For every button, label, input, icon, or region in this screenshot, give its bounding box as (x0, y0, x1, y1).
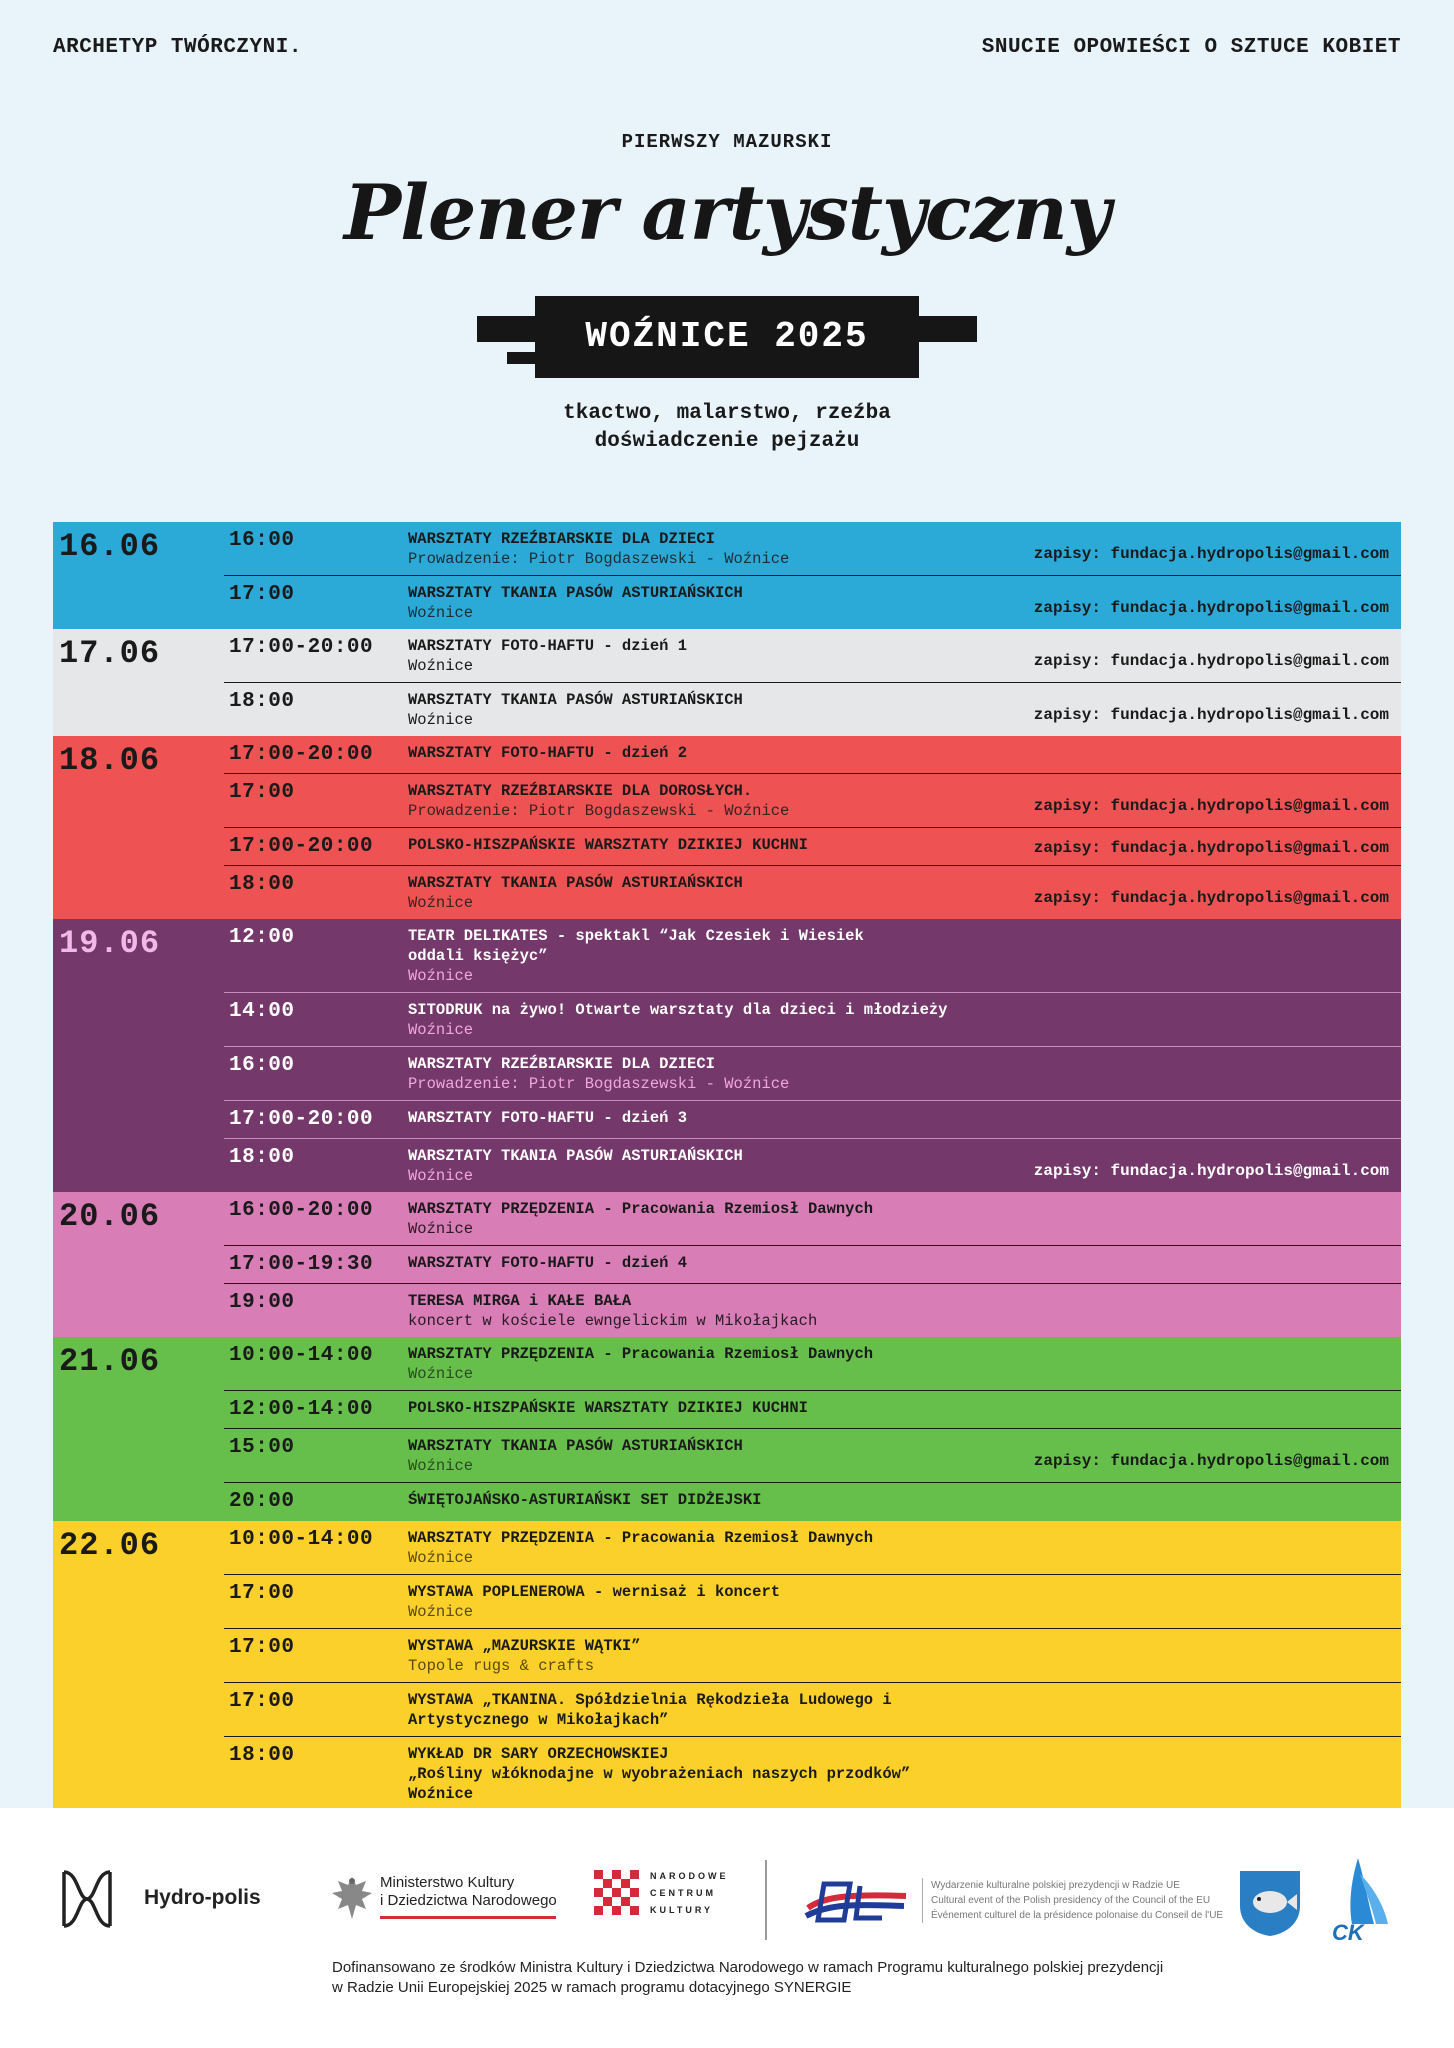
day-block (53, 629, 1401, 736)
footer (0, 1808, 1454, 2048)
nck-logo-icon (594, 1870, 640, 1916)
event-time: 18:00 (229, 1146, 295, 1169)
day-date: 22.06 (59, 1527, 161, 1564)
header-left: ARCHETYP TWÓRCZYNI. (53, 36, 302, 59)
event-title: WYSTAWA POPLENEROWA - wernisaż i koncert (408, 1583, 781, 1601)
municipal-crest-icon (1237, 1868, 1303, 1938)
nck-line-2: CENTRUM (650, 1888, 716, 1898)
event-row (224, 1101, 1401, 1139)
event-time: 15:00 (229, 1436, 295, 1459)
ministry-text (380, 1874, 557, 1910)
event-time: 16:00 (229, 529, 295, 552)
eu-text (922, 1878, 1223, 1923)
event-row (224, 1246, 1401, 1284)
day-date: 21.06 (59, 1343, 161, 1380)
event-row (224, 1284, 1401, 1337)
day-block (53, 1337, 1401, 1521)
event-detail: Woźnice (408, 967, 474, 985)
event-time: 17:00 (229, 1582, 295, 1605)
day-date: 19.06 (59, 925, 161, 962)
banner (477, 296, 977, 378)
event-registration: zapisy: fundacja.hydropolis@gmail.com (1033, 545, 1389, 563)
event-time: 19:00 (229, 1291, 295, 1314)
eu-line-2: Cultural event of the Polish presidency of the Council of the EU (931, 1895, 1211, 1906)
event-row (224, 1683, 1401, 1737)
event-detail: Woźnice (408, 1457, 474, 1475)
event-detail: Woźnice (408, 711, 474, 729)
ministry-eagle-icon (330, 1873, 374, 1923)
event-detail: Woźnice (408, 1365, 474, 1383)
event-row (224, 1429, 1401, 1483)
funding-line-2: w Radzie Unii Europejskiej 2025 w ramach programu dotacyjnego SYNERGIE (332, 1979, 852, 1996)
event-detail: koncert w kościele ewngelickim w Mikołajkach (408, 1312, 818, 1330)
event-title: WYKŁAD DR SARY ORZECHOWSKIEJ (408, 1745, 669, 1763)
event-time: 18:00 (229, 1744, 295, 1767)
event-title: WARSZTATY FOTO-HAFTU - dzień 1 (408, 637, 688, 655)
event-title: WARSZTATY PRZĘDZENIA - Pracowania Rzemiosł Dawnych (408, 1200, 874, 1218)
event-row (224, 522, 1401, 576)
event-title: ŚWIĘTOJAŃSKO-ASTURIAŃSKI SET DIDŻEJSKI (408, 1491, 762, 1509)
event-row (224, 866, 1401, 919)
event-title: WARSZTATY TKANIA PASÓW ASTURIAŃSKICH (408, 874, 743, 892)
event-time: 16:00-20:00 (229, 1199, 374, 1222)
schedule (53, 522, 1401, 1810)
event-time: 17:00 (229, 1636, 295, 1659)
event-detail: Woźnice (408, 894, 474, 912)
event-title: WARSZTATY TKANIA PASÓW ASTURIAŃSKICH (408, 691, 743, 709)
event-row (224, 1047, 1401, 1101)
event-time: 10:00-14:00 (229, 1528, 374, 1551)
event-title: WARSZTATY TKANIA PASÓW ASTURIAŃSKICH (408, 584, 743, 602)
event-detail: Prowadzenie: Piotr Bogdaszewski - Woźnice (408, 802, 790, 820)
event-title: TEATR DELIKATES - spektakl “Jak Czesiek i Wiesiek oddali księżyc” (408, 927, 864, 965)
event-registration: zapisy: fundacja.hydropolis@gmail.com (1033, 706, 1389, 724)
nck-line-1: NARODOWE (650, 1871, 729, 1881)
day-block (53, 522, 1401, 629)
nck-line-3: KULTURY (650, 1905, 713, 1915)
event-detail: Woźnice (408, 1167, 474, 1185)
subtitle (0, 400, 1454, 456)
event-detail: Woźnice (408, 657, 474, 675)
funding-line-1: Dofinansowano ze środków Ministra Kultury i Dziedzictwa Narodowego w ramach Programu kulturalnego polskiej prezydencji (332, 1959, 1164, 1976)
day-date: 17.06 (59, 635, 161, 672)
eu-line-3: Événement culturel de la présidence polonaise du Conseil de l'UE (931, 1910, 1224, 1921)
event-registration: zapisy: fundacja.hydropolis@gmail.com (1033, 1452, 1389, 1470)
event-detail: Topole rugs & crafts (408, 1657, 595, 1675)
event-title: WARSZTATY PRZĘDZENIA - Pracowania Rzemiosł Dawnych (408, 1529, 874, 1547)
event-row (224, 1737, 1401, 1810)
event-title: POLSKO-HISZPAŃSKIE WARSZTATY DZIKIEJ KUCHNI (408, 1399, 808, 1417)
event-time: 17:00-20:00 (229, 636, 374, 659)
event-time: 17:00-20:00 (229, 1108, 374, 1131)
event-detail: Woźnice (408, 1021, 474, 1039)
event-row (224, 629, 1401, 683)
event-detail: Woźnice (408, 1220, 474, 1238)
event-title: POLSKO-HISZPAŃSKIE WARSZTATY DZIKIEJ KUCHNI (408, 836, 808, 854)
day-date: 18.06 (59, 742, 161, 779)
ck-logo-icon (1322, 1854, 1394, 1946)
eu-line-1: Wydarzenie kulturalne polskiej prezydencji w Radzie UE (931, 1880, 1180, 1891)
event-detail: Woźnice (408, 1603, 474, 1621)
event-row (224, 736, 1401, 774)
page-title: Plener artystyczny (344, 168, 1110, 257)
day-block (53, 736, 1401, 919)
banner-text: WOŹNICE 2025 (585, 316, 869, 357)
event-title: WARSZTATY RZEŹBIARSKIE DLA DOROSŁYCH. (408, 782, 753, 800)
event-row (224, 919, 1401, 993)
footer-divider (765, 1860, 767, 1940)
event-title: WARSZTATY FOTO-HAFTU - dzień 2 (408, 744, 688, 762)
day-date: 16.06 (59, 528, 161, 565)
event-row (224, 774, 1401, 828)
event-time: 18:00 (229, 873, 295, 896)
nck-text (650, 1868, 729, 1919)
event-time: 17:00 (229, 583, 295, 606)
event-time: 17:00 (229, 1690, 295, 1713)
event-detail: Woźnice (408, 1549, 474, 1567)
event-title: WYSTAWA „TKANINA. Spółdzielnia Rękodzieła Ludowego i Artystycznego w Mikołajkach” (408, 1691, 892, 1729)
event-title: SITODRUK na żywo! Otwarte warsztaty dla dzieci i młodzieży (408, 1001, 948, 1019)
event-row (224, 1483, 1401, 1521)
event-row (224, 1192, 1401, 1246)
funding-note (332, 1958, 1232, 1998)
event-registration: zapisy: fundacja.hydropolis@gmail.com (1033, 652, 1389, 670)
event-row (224, 993, 1401, 1047)
event-time: 14:00 (229, 1000, 295, 1023)
event-title: WARSZTATY RZEŹBIARSKIE DLA DZIECI (408, 530, 715, 548)
ministry-line-2: i Dziedzictwa Narodowego (380, 1892, 557, 1909)
event-row (224, 1391, 1401, 1429)
day-block (53, 1521, 1401, 1810)
event-row (224, 1575, 1401, 1629)
event-time: 17:00 (229, 781, 295, 804)
event-detail: Woźnice (408, 1785, 474, 1803)
header-right: SNUCIE OPOWIEŚCI O SZTUCE KOBIET (981, 36, 1401, 59)
event-registration: zapisy: fundacja.hydropolis@gmail.com (1033, 1162, 1389, 1180)
event-time: 20:00 (229, 1490, 295, 1513)
event-time: 12:00 (229, 926, 295, 949)
day-block (53, 1192, 1401, 1337)
event-row (224, 828, 1401, 866)
event-registration: zapisy: fundacja.hydropolis@gmail.com (1033, 599, 1389, 617)
event-time: 17:00-19:30 (229, 1253, 374, 1276)
event-row (224, 683, 1401, 736)
eu-presidency-logo-icon (804, 1874, 910, 1926)
day-block (53, 919, 1401, 1192)
event-registration: zapisy: fundacja.hydropolis@gmail.com (1033, 889, 1389, 907)
svg-text:CK: CK (1332, 1920, 1364, 1945)
event-title: WARSZTATY TKANIA PASÓW ASTURIAŃSKICH (408, 1147, 743, 1165)
event-detail: „Rośliny włóknodajne w wyobrażeniach naszych przodków” (408, 1765, 911, 1783)
event-time: 10:00-14:00 (229, 1344, 374, 1367)
event-time: 17:00-20:00 (229, 835, 374, 858)
day-date: 20.06 (59, 1198, 161, 1235)
event-title: WYSTAWA „MAZURSKIE WĄTKI” (408, 1637, 641, 1655)
event-registration: zapisy: fundacja.hydropolis@gmail.com (1033, 839, 1389, 857)
event-title: WARSZTATY RZEŹBIARSKIE DLA DZIECI (408, 1055, 715, 1073)
event-row (224, 1521, 1401, 1575)
event-title: WARSZTATY TKANIA PASÓW ASTURIAŃSKICH (408, 1437, 743, 1455)
event-time: 12:00-14:00 (229, 1398, 374, 1421)
ministry-underline (380, 1916, 556, 1919)
event-row (224, 576, 1401, 629)
event-row (224, 1629, 1401, 1683)
event-row (224, 1337, 1401, 1391)
event-registration: zapisy: fundacja.hydropolis@gmail.com (1033, 797, 1389, 815)
event-title: TERESA MIRGA i KAŁE BAŁA (408, 1292, 632, 1310)
hydropolis-name: Hydro-polis (144, 1886, 261, 1909)
event-time: 16:00 (229, 1054, 295, 1077)
event-detail: Woźnice (408, 604, 474, 622)
event-row (224, 1139, 1401, 1192)
hydropolis-logo-icon (56, 1868, 118, 1930)
event-title: WARSZTATY FOTO-HAFTU - dzień 4 (408, 1254, 688, 1272)
event-title: WARSZTATY PRZĘDZENIA - Pracowania Rzemiosł Dawnych (408, 1345, 874, 1363)
subtitle-line-2: doświadczenie pejzażu (594, 430, 860, 453)
ministry-line-1: Ministerstwo Kultury (380, 1874, 515, 1891)
event-detail: Prowadzenie: Piotr Bogdaszewski - Woźnice (408, 550, 790, 568)
pre-title: PIERWSZY MAZURSKI (621, 131, 833, 153)
subtitle-line-1: tkactwo, malarstwo, rzeźba (563, 402, 891, 425)
event-time: 17:00-20:00 (229, 743, 374, 766)
event-title: WARSZTATY FOTO-HAFTU - dzień 3 (408, 1109, 688, 1127)
event-time: 18:00 (229, 690, 295, 713)
event-detail: Prowadzenie: Piotr Bogdaszewski - Woźnice (408, 1075, 790, 1093)
